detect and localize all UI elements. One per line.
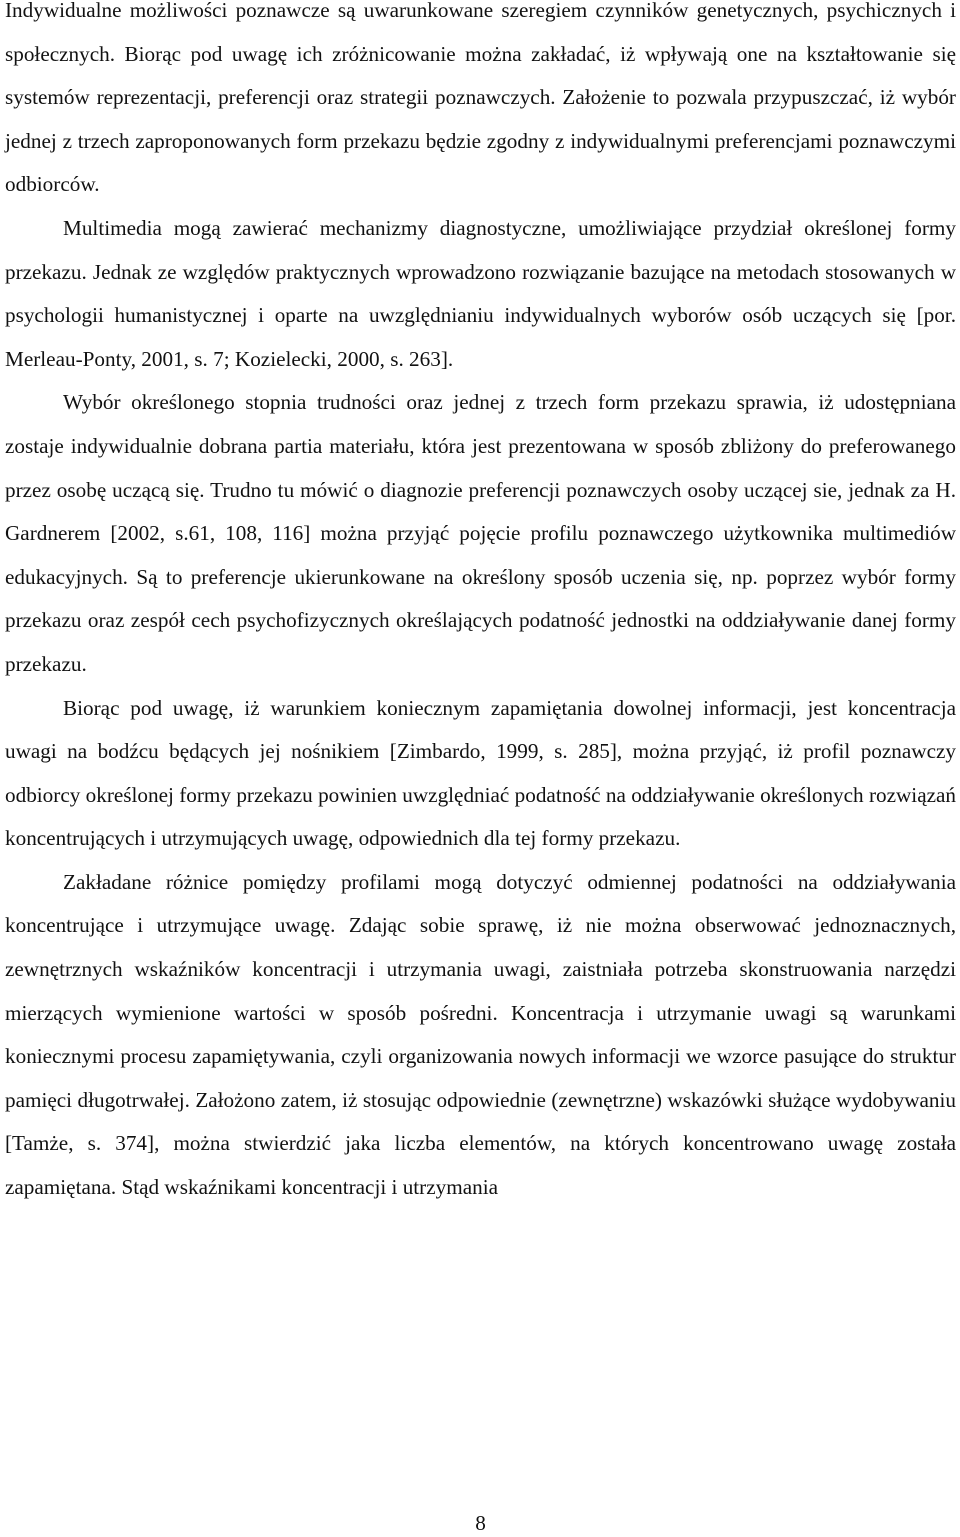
paragraph-4: Biorąc pod uwagę, iż warunkiem koniecznym zapamiętania dowolnej informacji, jest koncentracja uwagi na bodźcu będących jej nośnikiem [Zimbardo, 1999, s. 285], można przyjąć, iż profil poznawczy odbiorcy określonej formy przekazu powinien uwzględniać podatność na oddziaływanie określonych rozwiązań koncentrujących i utrzymujących uwagę, odpowiednich dla tej formy przekazu. xyxy=(5,695,956,851)
paragraph-1: Indywidualne możliwości poznawcze są uwarunkowane szeregiem czynników genetycznych, psychicznych i społecznych. Biorąc pod uwagę ich zróżnicowanie można zakładać, iż wpływają one na kształtowanie się systemów reprezentacji, preferencji oraz strategii poznawczych. Założenie to pozwala przypuszczać, iż wybór jednej z trzech zaproponowanych form przekazu będzie zgodny z indywidualnymi preferencjami poznawczymi odbiorców. xyxy=(5,0,956,197)
paragraph-2: Multimedia mogą zawierać mechanizmy diagnostyczne, umożliwiające przydział określonej formy przekazu. Jednak ze względów praktycznych wprowadzono rozwiązanie bazujące na metodach stosowanych w psychologii humanistycznej i oparte na uwzględnianiu indywidualnych wyborów osób uczących się [por. Merleau-Ponty, 2001, s. 7; Kozielecki, 2000, s. 263]. xyxy=(5,215,956,371)
document-page xyxy=(5,0,956,1537)
paragraph-5: Zakładane różnice pomiędzy profilami mogą dotyczyć odmiennej podatności na oddziaływania koncentrujące i utrzymujące uwagę. Zdając sobie sprawę, iż nie można obserwować jednoznacznych, zewnętrznych wskaźników koncentracji i utrzymania uwagi, zaistniała potrzeba skonstruowania narzędzi mierzących wymienione wartości w sposób pośredni. Koncentracja i utrzymanie uwagi są warunkami koniecznymi procesu zapamiętywania, czyli organizowania nowych informacji we wzorce pasujące do struktur pamięci długotrwałej. Założono zatem, iż stosując odpowiednie (zewnętrzne) wskazówki służące wydobywaniu [Tamże, s. 374], można stwierdzić jaka liczba elementów, na których koncentrowano uwagę została zapamiętana. Stąd wskaźnikami koncentracji i utrzymania xyxy=(5,869,956,1200)
page-number: 8 xyxy=(475,1511,486,1535)
paragraph-3: Wybór określonego stopnia trudności oraz jednej z trzech form przekazu sprawia, iż udostępniana zostaje indywidualnie dobrana partia materiału, która jest prezentowana w sposób zbliżony do preferowanego przez osobę uczącą się. Trudno tu mówić o diagnozie preferencji poznawczych osoby uczącej sie, jednak za H. Gardnerem [2002, s.61, 108, 116] można przyjąć pojęcie profilu poznawczego użytkownika multimediów edukacyjnych. Są to preferencje ukierunkowane na określony sposób uczenia się, np. poprzez wybór formy przekazu oraz zespół cech psychofizycznych określających podatność jednostki na oddziaływanie danej formy przekazu. xyxy=(5,390,956,676)
